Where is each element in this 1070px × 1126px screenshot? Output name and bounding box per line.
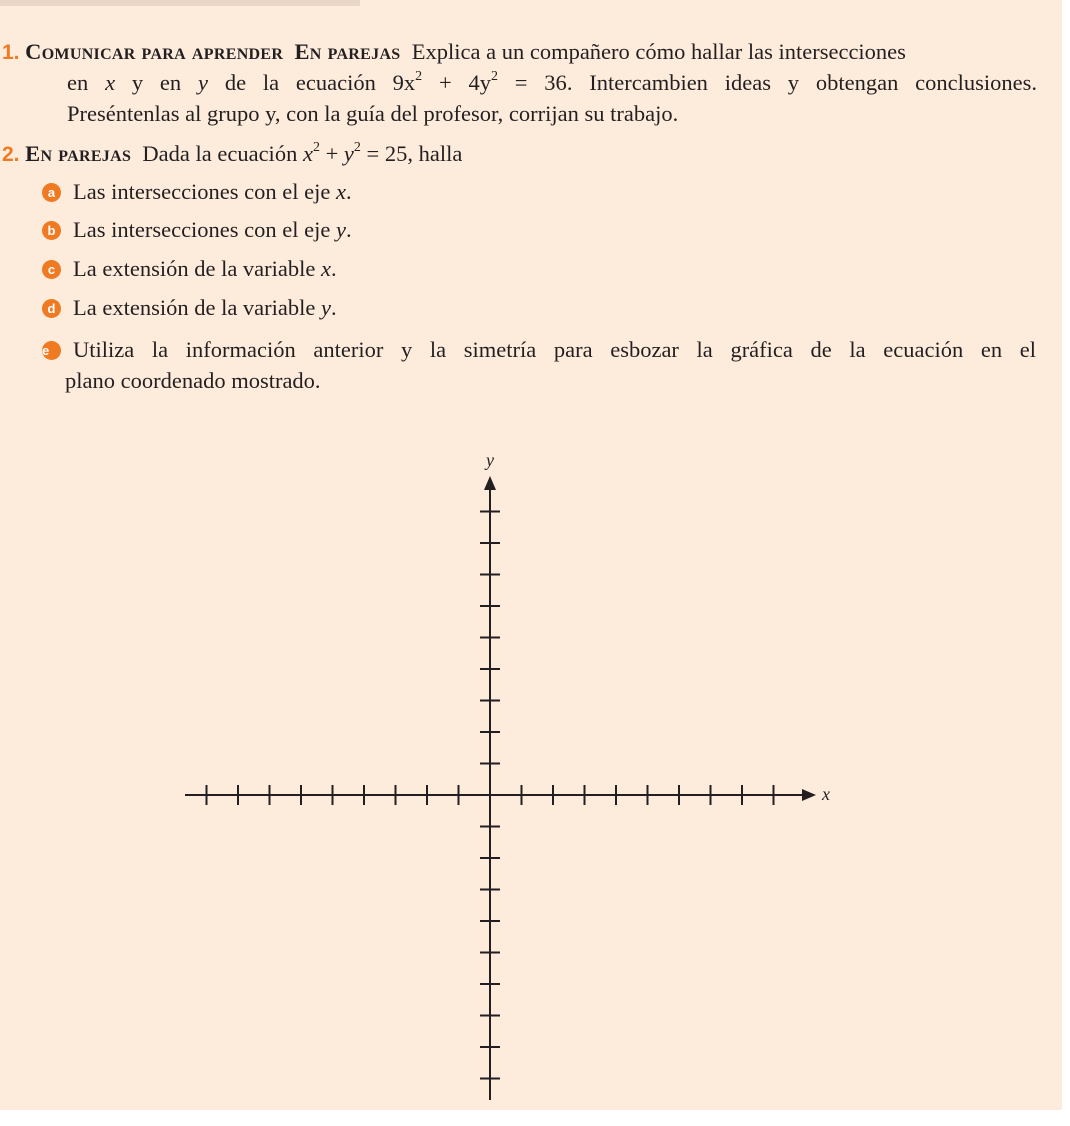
exercise-1-label-communicate: Comunicar para aprender [25, 39, 284, 64]
badge-d-icon: d [42, 299, 61, 318]
y-axis-label: y [486, 450, 494, 470]
item-e: e Utiliza la información anterior y la simetría para esbozar la gráfica de la ecuación en el plano coordenado mostrado. [42, 337, 1036, 393]
exercise-2-label-pairs: En parejas [25, 141, 132, 166]
x-axis-label: x [822, 784, 830, 804]
exercise-1-line2: en x y en y de la ecuación $9x^2 + 4y^2 = 36$. Intercambien ideas y obtengan conclusiones. [67, 68, 1037, 95]
exercise-1-line3: Preséntenlas al grupo y, con la guía del profesor, corrijan su trabajo. [67, 101, 679, 126]
y-axis-arrow-icon [484, 476, 496, 490]
item-b: b Las intersecciones con el eje y. [42, 216, 352, 244]
badge-c-icon: c [42, 260, 61, 279]
equation-circle: $x^2 + y^2 = 25$, halla [302, 139, 463, 166]
exercise-1-number: 1. [2, 41, 20, 64]
exercise-1-label-pairs: En parejas [294, 39, 401, 64]
badge-a-icon: a [42, 183, 61, 202]
x-axis-arrow-icon [802, 789, 816, 801]
equation-ellipse: $9x^2 + 4y^2 = 36$ [392, 68, 567, 95]
badge-b-icon: b [42, 221, 61, 240]
badge-e-icon: e [42, 341, 61, 360]
item-a: a Las intersecciones con el eje x. [42, 178, 352, 206]
item-d: d La extensión de la variable y. [42, 294, 337, 322]
item-c: c La extensión de la variable x. [42, 255, 337, 283]
exercise-2-number: 2. [2, 143, 20, 166]
exercise-1-line1: Explica a un compañero cómo hallar las intersecciones [411, 39, 906, 64]
exercise-2-text: Dada la ecuación [142, 141, 298, 166]
